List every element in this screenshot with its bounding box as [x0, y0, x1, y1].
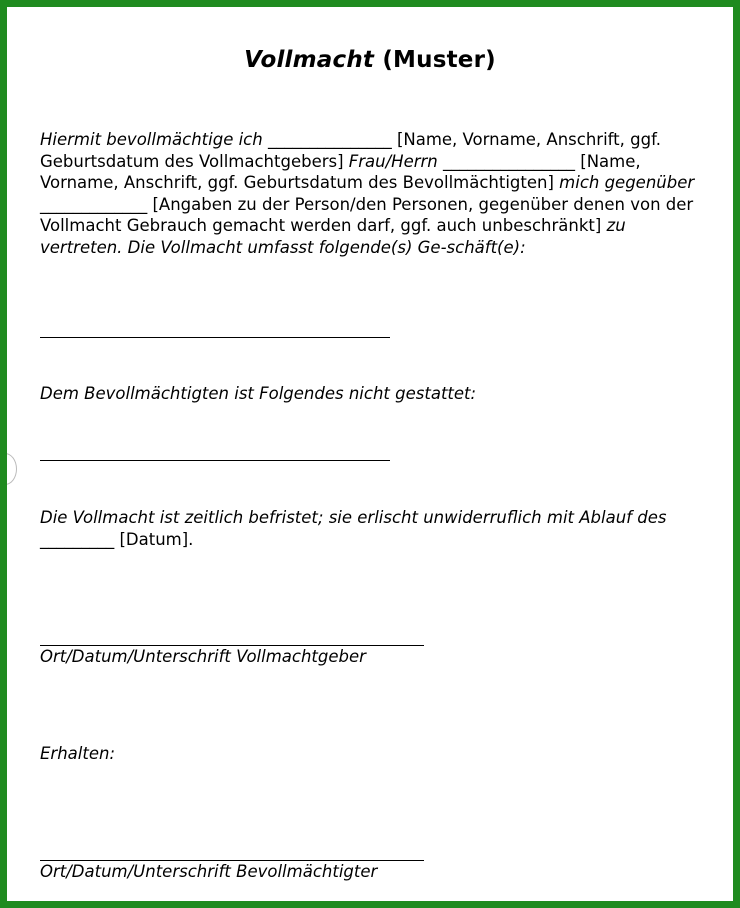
business-fill-line: [40, 337, 390, 338]
agent-signature-caption: Ort/Datum/Unterschrift Bevollmächtigter: [40, 862, 378, 881]
intro-text-7: zu vertreten. Die Vollmacht umfasst folgende(s) Ge-schäft(e):: [40, 216, 626, 257]
intro-text-4: ________________ [Name, Vorname, Anschrift, ggf. Geburtsdatum des Bevollmächtigten]: [40, 151, 641, 192]
document-page: [7, 7, 733, 901]
page-edge-mark: [0, 453, 17, 485]
intro-text-2: _______________ [Name, Vorname, Anschrift, ggf. Geburtsdatum des Vollmachtgebers]: [40, 130, 661, 171]
grantor-signature-caption: Ort/Datum/Unterschrift Vollmachtgeber: [40, 647, 366, 666]
grantor-signature-line: [40, 645, 424, 646]
not-permitted-label: Dem Bevollmächtigten ist Folgendes nicht gestattet:: [40, 384, 477, 403]
time-limit-text-2: _________ [Datum].: [40, 529, 194, 549]
received-label: Erhalten:: [40, 744, 115, 763]
intro-paragraph: [40, 129, 712, 258]
intro-text-5: mich gegenüber: [559, 173, 695, 192]
agent-signature-line: [40, 860, 424, 861]
title-rest: (Muster): [374, 47, 496, 73]
intro-text-3: Frau/Herrn: [348, 151, 438, 171]
title-italic: Vollmacht: [244, 47, 375, 73]
time-limit-paragraph: [40, 507, 712, 550]
time-limit-text-1: Die Vollmacht ist zeitlich befristet; sie erlischt unwiderruflich mit Ablauf des: [40, 508, 667, 527]
intro-text-1: Hiermit bevollmächtige ich: [40, 130, 263, 149]
page-title: [7, 47, 733, 73]
not-permitted-fill-line: [40, 460, 390, 461]
intro-text-6: _____________ [Angaben zu der Person/den Personen, gegenüber denen von der Vollmacht Gebrauch gemacht werden darf, ggf. auch unbeschränkt]: [40, 194, 694, 235]
